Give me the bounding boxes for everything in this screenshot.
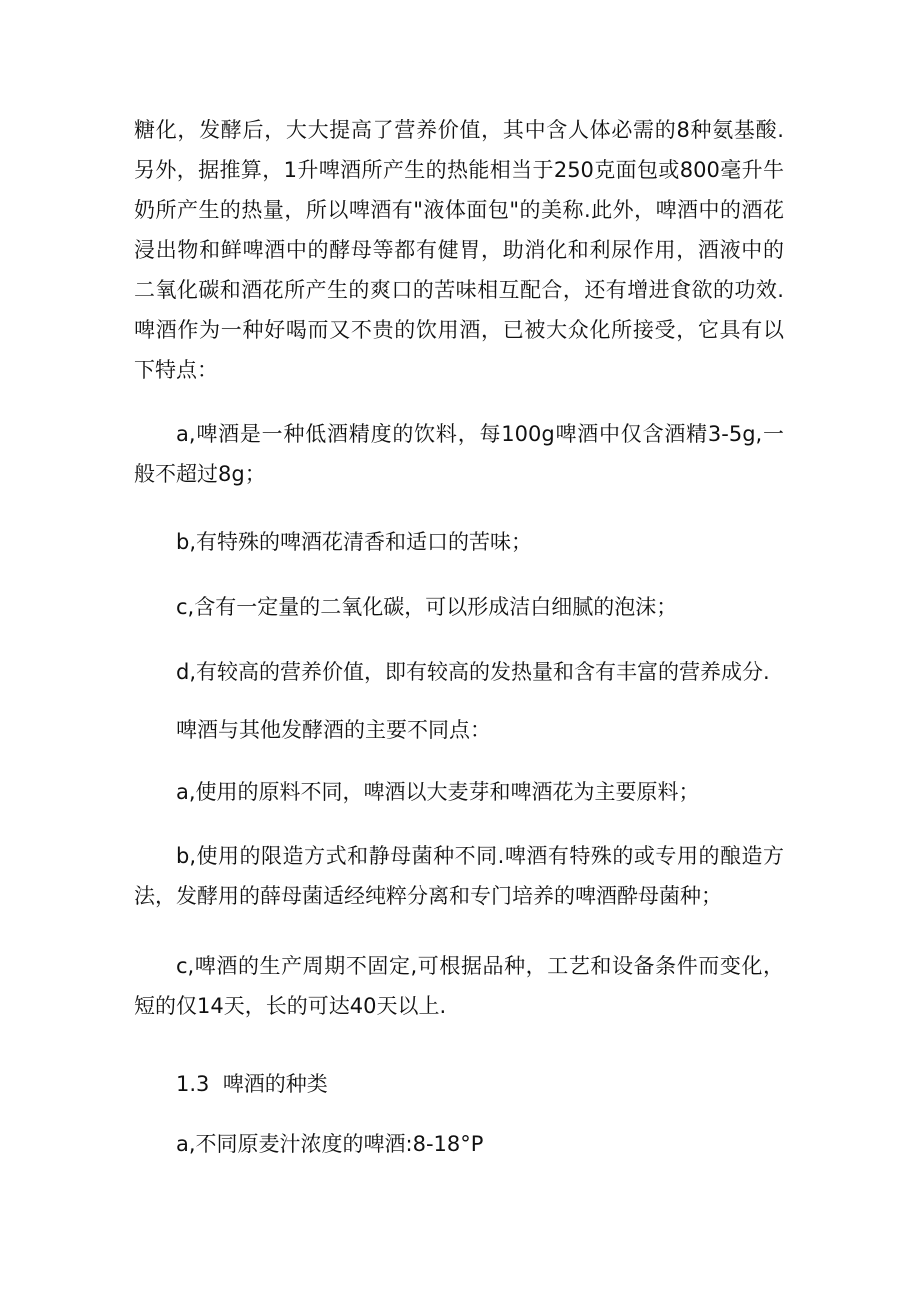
feature-item-a: a,啤酒是一种低酒精度的饮料，每100g啤酒中仅含酒精3-5g,一般不超过8g； — [134, 422, 784, 486]
feature-item-c: c,含有一定量的二氧化碳，可以形成洁白细腻的泡沫； — [176, 595, 678, 619]
intro-paragraph: 糖化，发酵后，大大提高了营养价值，其中含人体必需的8种氨基酸.另外，据推算，1升啤酒所产生的热能相当于250克面包或800毫升牛奶所产生的热量，所以啤酒有"液体面包"的美称.此外，啤酒中的酒花浸出物和鲜啤酒中的酵母等都有健胃，助消化和利尿作用，酒液中的二氧化碳和酒花所产生的爽口的苦味相互配合，还有增进食欲的功效.啤酒作为一种好喝而又不贵的饮用酒，已被大众化所接受，它具有以下特点： — [134, 118, 784, 382]
difference-item-c: c,啤酒的生产周期不固定,可根据品种，工艺和设备条件而变化，短的仅14天，长的可达40天以上. — [134, 954, 784, 1018]
difference-item-a: a,使用的原料不同，啤酒以大麦芽和啤酒花为主要原料； — [176, 780, 700, 804]
feature-item-b: b,有特殊的啤酒花清香和适口的苦味； — [176, 530, 533, 554]
section-first-item: a,不同原麦汁浓度的啤酒:8-18°P — [176, 1132, 484, 1156]
feature-item-d: d,有较高的营养价值，即有较高的发热量和含有丰富的营养成分. — [176, 660, 770, 684]
section-heading: 1.3 啤酒的种类 — [176, 1072, 328, 1096]
difference-item-b: b,使用的限造方式和静母菌种不同.啤酒有特殊的或专用的酿造方法，发酵用的薛母菌适经纯粹分离和专门培养的啤酒酔母菌种； — [134, 844, 784, 908]
differences-intro: 啤酒与其他发酵酒的主要不同点： — [176, 718, 491, 742]
